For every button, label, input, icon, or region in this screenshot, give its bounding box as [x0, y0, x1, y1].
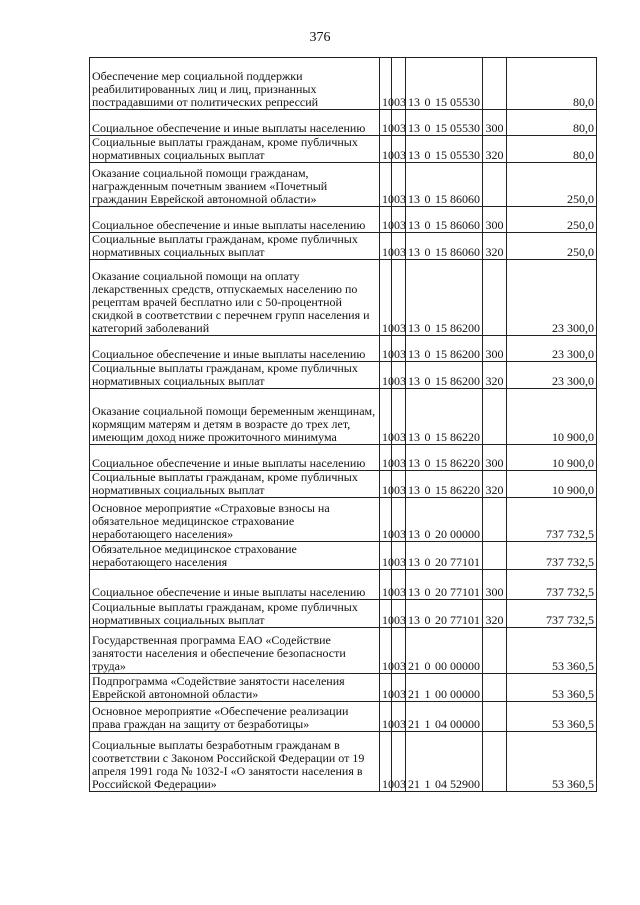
table-row [90, 702, 597, 732]
section-code-cell: 10 [380, 136, 392, 163]
subsection-code-cell: 03 [392, 362, 406, 389]
target-code-part: 0 [424, 121, 431, 135]
target-code-part: 13 [408, 218, 420, 232]
row-name-cell: Обеспечение мер социальной поддержки реабилитированных лиц и лиц, признанных пострадавшими от политических репрессий [90, 58, 380, 110]
target-code-part: 21 [408, 777, 420, 791]
amount-cell: 80,0 [507, 58, 597, 110]
expense-type-cell [483, 542, 507, 570]
target-code-part: 13 [408, 347, 420, 361]
row-name-cell: Социальное обеспечение и иные выплаты населению [90, 336, 380, 362]
row-name-cell: Социальные выплаты гражданам, кроме публичных нормативных социальных выплат [90, 471, 380, 498]
target-code-part: 0 [424, 192, 431, 206]
section-code-cell: 10 [380, 702, 392, 732]
row-name-cell: Основное мероприятие «Обеспечение реализации права граждан на защиту от безработицы» [90, 702, 380, 732]
section-code-cell: 10 [380, 471, 392, 498]
subsection-code-cell: 03 [392, 732, 406, 792]
target-code-cell [406, 336, 483, 362]
table-row [90, 110, 597, 136]
target-code-part: 00 00000 [435, 659, 480, 673]
target-code-part: 0 [424, 527, 431, 541]
target-code-part: 04 00000 [435, 717, 480, 731]
amount-cell: 250,0 [507, 163, 597, 207]
target-code-part: 15 86200 [435, 374, 480, 388]
target-code-part: 15 86060 [435, 192, 480, 206]
subsection-code-cell: 03 [392, 233, 406, 260]
subsection-code-cell: 03 [392, 336, 406, 362]
table-row [90, 336, 597, 362]
amount-cell: 23 300,0 [507, 336, 597, 362]
expense-type-cell [483, 260, 507, 336]
row-name-cell: Государственная программа ЕАО «Содействие занятости населения и обеспечение безопасности труда» [90, 628, 380, 674]
subsection-code-cell: 03 [392, 136, 406, 163]
amount-cell: 737 732,5 [507, 498, 597, 542]
subsection-code-cell: 03 [392, 600, 406, 628]
expense-type-cell [483, 163, 507, 207]
amount-cell: 737 732,5 [507, 600, 597, 628]
amount-cell: 53 360,5 [507, 702, 597, 732]
subsection-code-cell: 03 [392, 260, 406, 336]
subsection-code-cell: 03 [392, 471, 406, 498]
table-row [90, 207, 597, 233]
target-code-part: 1 [424, 687, 431, 701]
subsection-code-cell: 03 [392, 110, 406, 136]
section-code-cell: 10 [380, 445, 392, 471]
expense-type-cell: 300 [483, 207, 507, 233]
target-code-part: 15 86220 [435, 430, 480, 444]
target-code-part: 15 86200 [435, 321, 480, 335]
target-code-part: 13 [408, 585, 420, 599]
target-code-cell [406, 732, 483, 792]
amount-cell: 250,0 [507, 207, 597, 233]
target-code-part: 15 05530 [435, 121, 480, 135]
target-code-part: 0 [424, 148, 431, 162]
row-name-cell: Оказание социальной помощи на оплату лекарственных средств, отпускаемых населению по рецептам врачей бесплатно или с 50-процентной скидкой в соответствии с перечнем групп населения и категорий заболеваний [90, 260, 380, 336]
row-name-cell: Оказание социальной помощи гражданам, награжденным почетным званием «Почетный гражданин Еврейской автономной области» [90, 163, 380, 207]
target-code-part: 1 [424, 717, 431, 731]
row-name-cell: Социальные выплаты гражданам, кроме публичных нормативных социальных выплат [90, 136, 380, 163]
expense-type-cell [483, 702, 507, 732]
target-code-part: 15 86220 [435, 483, 480, 497]
section-code-cell: 10 [380, 233, 392, 260]
subsection-code-cell: 03 [392, 445, 406, 471]
row-name-cell: Основное мероприятие «Страховые взносы на обязательное медицинское страхование неработающего населения» [90, 498, 380, 542]
target-code-part: 15 86200 [435, 347, 480, 361]
target-code-cell [406, 600, 483, 628]
target-code-part: 0 [424, 555, 431, 569]
target-code-cell [406, 163, 483, 207]
budget-table-body [90, 58, 597, 792]
target-code-cell [406, 570, 483, 600]
expense-type-cell [483, 389, 507, 445]
target-code-part: 13 [408, 483, 420, 497]
table-row [90, 570, 597, 600]
expense-type-cell: 320 [483, 471, 507, 498]
subsection-code-cell: 03 [392, 702, 406, 732]
row-name-cell: Обязательное медицинское страхование неработающего населения [90, 542, 380, 570]
table-row [90, 674, 597, 702]
subsection-code-cell: 03 [392, 207, 406, 233]
target-code-part: 15 86060 [435, 218, 480, 232]
target-code-part: 0 [424, 321, 431, 335]
target-code-part: 13 [408, 192, 420, 206]
section-code-cell: 10 [380, 542, 392, 570]
target-code-cell [406, 233, 483, 260]
target-code-part: 0 [424, 347, 431, 361]
target-code-part: 0 [424, 613, 431, 627]
amount-cell: 80,0 [507, 110, 597, 136]
amount-cell: 737 732,5 [507, 570, 597, 600]
table-row [90, 389, 597, 445]
expense-type-cell: 320 [483, 233, 507, 260]
expense-type-cell: 300 [483, 445, 507, 471]
target-code-cell [406, 628, 483, 674]
target-code-cell [406, 498, 483, 542]
row-name-cell: Социальные выплаты гражданам, кроме публичных нормативных социальных выплат [90, 233, 380, 260]
row-name-cell: Социальные выплаты безработным гражданам в соответствии с Законом Российской Федерации от 19 апреля 1991 года № 1032-I «О занятости населения в Российской Федерации» [90, 732, 380, 792]
target-code-part: 20 77101 [435, 613, 480, 627]
expense-type-cell: 320 [483, 136, 507, 163]
target-code-cell [406, 207, 483, 233]
expense-type-cell: 320 [483, 600, 507, 628]
target-code-cell [406, 674, 483, 702]
subsection-code-cell: 03 [392, 674, 406, 702]
row-name-cell: Социальное обеспечение и иные выплаты населению [90, 110, 380, 136]
target-code-part: 0 [424, 430, 431, 444]
table-row [90, 260, 597, 336]
target-code-part: 13 [408, 148, 420, 162]
target-code-cell [406, 58, 483, 110]
amount-cell: 10 900,0 [507, 445, 597, 471]
target-code-part: 0 [424, 483, 431, 497]
target-code-part: 20 77101 [435, 585, 480, 599]
subsection-code-cell: 03 [392, 498, 406, 542]
expense-type-cell: 300 [483, 570, 507, 600]
target-code-part: 13 [408, 95, 420, 109]
target-code-cell [406, 542, 483, 570]
amount-cell: 53 360,5 [507, 732, 597, 792]
section-code-cell: 10 [380, 362, 392, 389]
target-code-part: 20 00000 [435, 527, 480, 541]
section-code-cell: 10 [380, 600, 392, 628]
expense-type-cell [483, 674, 507, 702]
page-number: 376 [309, 30, 331, 45]
subsection-code-cell: 03 [392, 628, 406, 674]
target-code-part: 04 52900 [435, 777, 480, 791]
table-row [90, 542, 597, 570]
expense-type-cell [483, 628, 507, 674]
subsection-code-cell: 03 [392, 542, 406, 570]
target-code-part: 20 77101 [435, 555, 480, 569]
target-code-part: 1 [424, 777, 431, 791]
table-row [90, 600, 597, 628]
target-code-part: 13 [408, 527, 420, 541]
target-code-cell [406, 445, 483, 471]
table-row [90, 58, 597, 110]
expense-type-cell: 320 [483, 362, 507, 389]
section-code-cell: 10 [380, 498, 392, 542]
subsection-code-cell: 03 [392, 58, 406, 110]
target-code-part: 0 [424, 374, 431, 388]
target-code-part: 15 05530 [435, 148, 480, 162]
target-code-part: 15 86220 [435, 456, 480, 470]
section-code-cell: 10 [380, 570, 392, 600]
section-code-cell: 10 [380, 163, 392, 207]
row-name-cell: Социальное обеспечение и иные выплаты населению [90, 570, 380, 600]
target-code-part: 0 [424, 585, 431, 599]
target-code-cell [406, 389, 483, 445]
amount-cell: 53 360,5 [507, 628, 597, 674]
row-name-cell: Социальные выплаты гражданам, кроме публичных нормативных социальных выплат [90, 362, 380, 389]
table-row [90, 628, 597, 674]
table-row [90, 445, 597, 471]
subsection-code-cell: 03 [392, 570, 406, 600]
expense-type-cell [483, 732, 507, 792]
target-code-part: 21 [408, 717, 420, 731]
target-code-part: 13 [408, 456, 420, 470]
target-code-part: 21 [408, 659, 420, 673]
target-code-part: 13 [408, 613, 420, 627]
row-name-cell: Социальное обеспечение и иные выплаты населению [90, 445, 380, 471]
amount-cell: 80,0 [507, 136, 597, 163]
table-row [90, 136, 597, 163]
amount-cell: 10 900,0 [507, 389, 597, 445]
target-code-part: 15 05530 [435, 95, 480, 109]
target-code-part: 13 [408, 245, 420, 259]
row-name-cell: Подпрограмма «Содействие занятости населения Еврейской автономной области» [90, 674, 380, 702]
table-row [90, 498, 597, 542]
section-code-cell: 10 [380, 628, 392, 674]
target-code-cell [406, 702, 483, 732]
expense-type-cell: 300 [483, 336, 507, 362]
target-code-cell [406, 110, 483, 136]
target-code-part: 0 [424, 218, 431, 232]
target-code-cell [406, 362, 483, 389]
target-code-part: 00 00000 [435, 687, 480, 701]
budget-table [89, 57, 597, 792]
table-row [90, 732, 597, 792]
target-code-part: 13 [408, 555, 420, 569]
target-code-part: 13 [408, 374, 420, 388]
section-code-cell: 10 [380, 260, 392, 336]
table-row [90, 471, 597, 498]
row-name-cell: Социальное обеспечение и иные выплаты населению [90, 207, 380, 233]
row-name-cell: Оказание социальной помощи беременным женщинам, кормящим матерям и детям в возрасте до трех лет, имеющим доход ниже прожиточного минимума [90, 389, 380, 445]
target-code-cell [406, 136, 483, 163]
expense-type-cell [483, 58, 507, 110]
table-row [90, 362, 597, 389]
section-code-cell: 10 [380, 389, 392, 445]
target-code-part: 13 [408, 121, 420, 135]
target-code-part: 0 [424, 659, 431, 673]
target-code-part: 15 86060 [435, 245, 480, 259]
section-code-cell: 10 [380, 58, 392, 110]
section-code-cell: 10 [380, 674, 392, 702]
section-code-cell: 10 [380, 732, 392, 792]
section-code-cell: 10 [380, 207, 392, 233]
table-row [90, 233, 597, 260]
target-code-cell [406, 260, 483, 336]
target-code-part: 13 [408, 430, 420, 444]
subsection-code-cell: 03 [392, 163, 406, 207]
target-code-part: 0 [424, 456, 431, 470]
amount-cell: 23 300,0 [507, 260, 597, 336]
amount-cell: 737 732,5 [507, 542, 597, 570]
amount-cell: 10 900,0 [507, 471, 597, 498]
expense-type-cell [483, 498, 507, 542]
amount-cell: 250,0 [507, 233, 597, 260]
row-name-cell: Социальные выплаты гражданам, кроме публичных нормативных социальных выплат [90, 600, 380, 628]
subsection-code-cell: 03 [392, 389, 406, 445]
table-row [90, 163, 597, 207]
section-code-cell: 10 [380, 336, 392, 362]
target-code-part: 13 [408, 321, 420, 335]
amount-cell: 53 360,5 [507, 674, 597, 702]
target-code-part: 0 [424, 245, 431, 259]
expense-type-cell: 300 [483, 110, 507, 136]
section-code-cell: 10 [380, 110, 392, 136]
target-code-cell [406, 471, 483, 498]
target-code-part: 0 [424, 95, 431, 109]
amount-cell: 23 300,0 [507, 362, 597, 389]
target-code-part: 21 [408, 687, 420, 701]
